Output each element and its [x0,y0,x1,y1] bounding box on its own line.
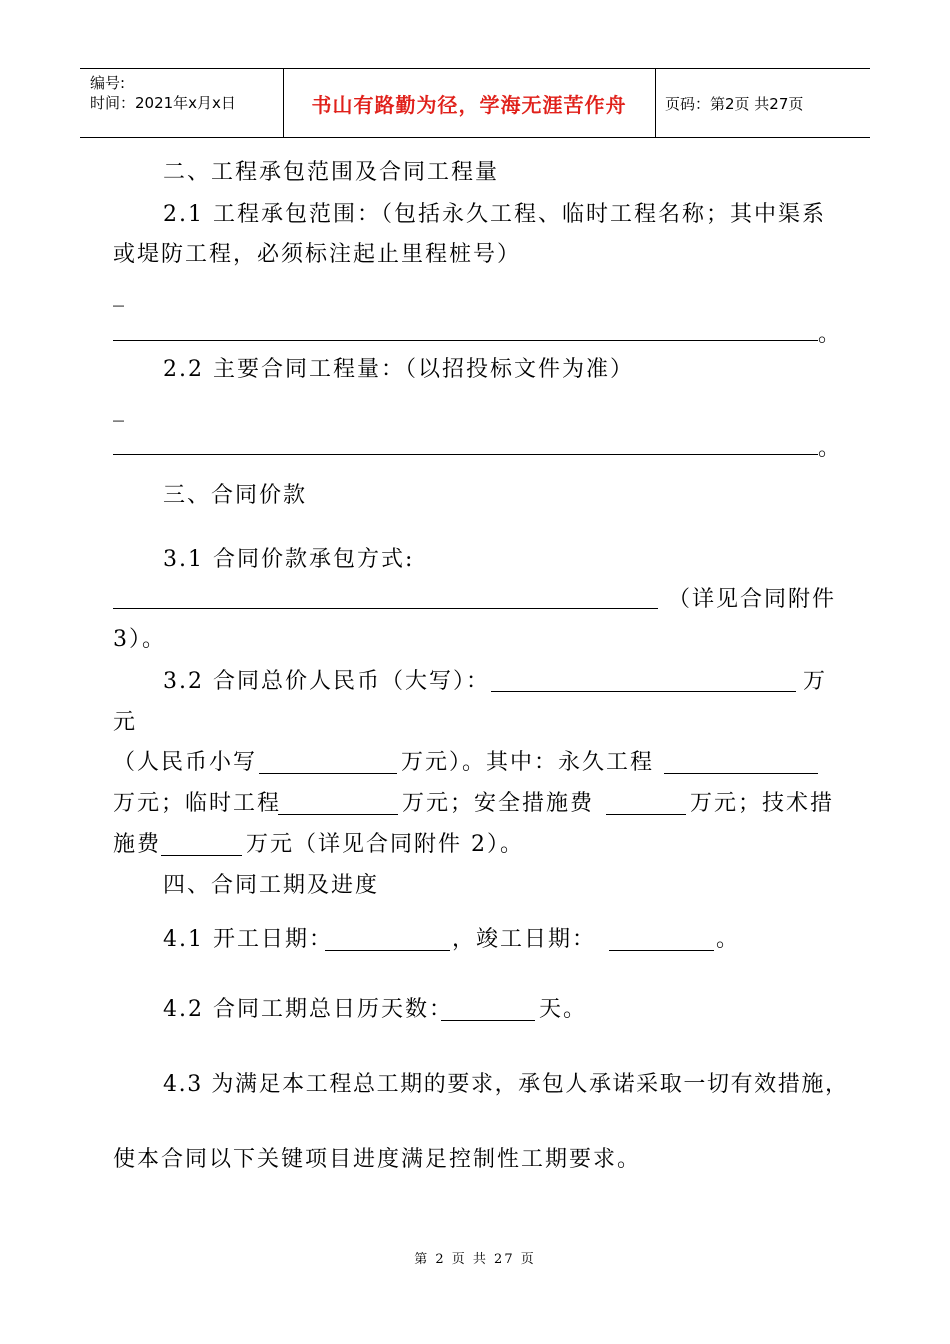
clause-3-2-d2: 万元）。其中：永久工程 [401,750,655,775]
clause-3-1-tail: （详见合同附件 [668,587,837,612]
fill-line [278,814,398,815]
fill-line [325,950,450,951]
clause-3-2-e3: 万元；技术措 [690,791,835,816]
period: 。 [818,436,843,461]
fill-line [441,1020,535,1021]
clause-3-1: 3.1 合同价款承包方式: [163,547,415,572]
page-footer: 第 2 页 共 27 页 [414,1252,536,1267]
clause-3-1-end: 3）。 [113,627,166,652]
fill-line [664,773,818,774]
clause-4-3-line1: 4.3 为满足本工程总工期的要求，承包人承诺采取一切有效措施， [163,1072,849,1097]
fill-line [259,773,397,774]
clause-3-2-b: 万 [803,669,828,694]
clause-3-2-e2: 万元；安全措施费 [402,791,595,816]
blank-dash: _ [113,282,126,307]
clause-4-3-line2: 使本合同以下关键项目进度满足控制性工期要求。 [113,1147,642,1172]
clause-3-2-d1: （人民币小写 [113,750,258,775]
clause-4-1-a: 4.1 开工日期： [163,927,333,952]
page-header [80,68,870,138]
clause-4-2-b: 天。 [539,997,588,1022]
blank-dash: _ [113,397,126,422]
fill-line [609,950,714,951]
clause-3-2-f1: 施费 [113,832,162,857]
fill-line [113,340,818,341]
header-slogan: 书山有路勤为径，学海无涯苦作舟 [311,92,627,117]
fill-line [606,814,686,815]
clause-2-2: 2.2 主要合同工程量：（以招投标文件为准） [163,357,634,382]
clause-4-2-a: 4.2 合同工期总日历天数： [163,997,453,1022]
clause-3-2-e1: 万元；临时工程 [113,791,282,816]
section-3-title: 三、合同价款 [163,483,308,508]
section-2-title: 二、工程承包范围及合同工程量 [163,160,500,185]
clause-4-1-c: 。 [716,927,741,952]
date-line: 时间：2021年x月x日 [90,94,236,112]
section-4-title: 四、合同工期及进度 [163,873,380,898]
code-label: 编号: [90,74,126,92]
period: 。 [818,322,843,347]
header-meta [90,73,236,113]
clause-4-1-b: ，竣工日期： [452,927,597,952]
fill-line [491,691,796,692]
clause-3-2-c: 元 [113,710,138,735]
clause-2-1-line1: 2.1 工程承包范围：（包括永久工程、临时工程名称；其中渠系 [163,202,826,227]
fill-line [113,454,818,455]
clause-3-2-a: 3.2 合同总价人民币（大写）： [163,669,490,694]
fill-line [161,855,242,856]
clause-3-2-f2: 万元（详见合同附件 2）。 [246,832,524,857]
clause-2-1-line2: 或堤防工程，必须标注起止里程桩号） [113,242,522,267]
fill-line [113,608,658,609]
header-divider [655,69,656,137]
header-page-info: 页码：第2页 共27页 [665,94,804,113]
